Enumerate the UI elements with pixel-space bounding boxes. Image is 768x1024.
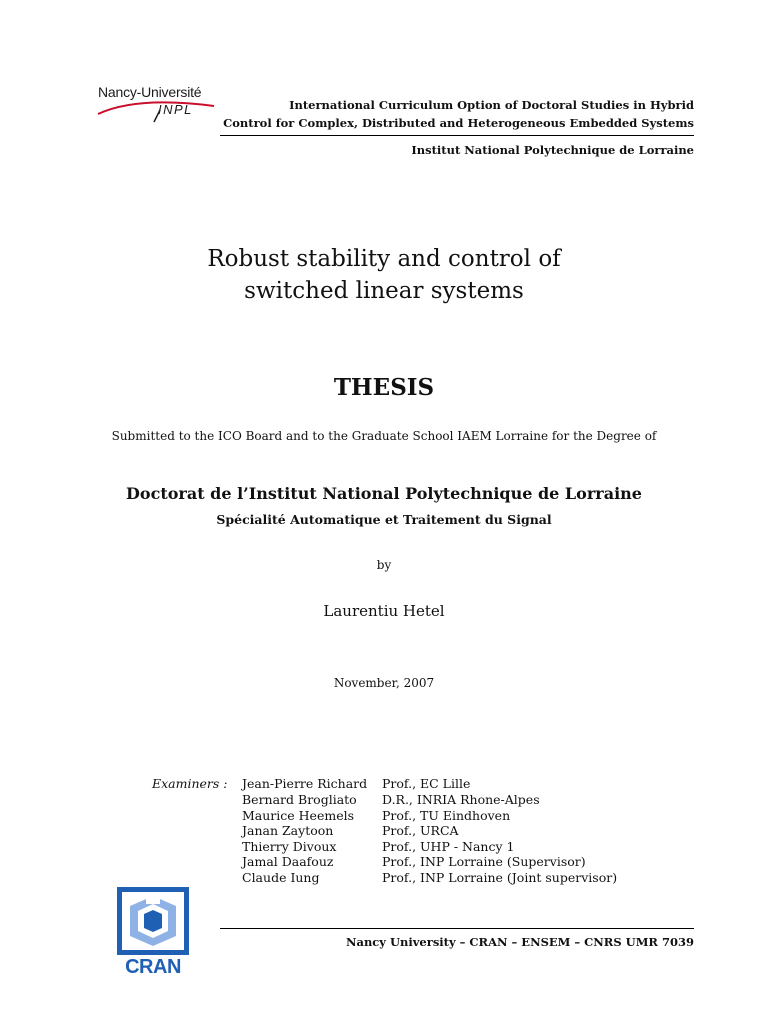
footer-affiliation-text: Nancy University – CRAN – ENSEM – CNRS UMR 7039: [345, 935, 694, 949]
examiners-label: Examiners :: [152, 776, 228, 791]
degree-title: Doctorat de l’Institut National Polytechnique de Lorraine: [126, 484, 642, 503]
examiner-row: [242, 870, 617, 886]
examiner-name: Maurice Heemels: [242, 808, 355, 823]
examiner-affiliation: Prof., URCA: [382, 823, 459, 838]
date-text: November, 2007: [333, 676, 435, 690]
examiner-row: [242, 776, 470, 792]
examiner-name: Bernard Brogliato: [242, 792, 357, 807]
examiner-row: [242, 808, 510, 824]
author-name: Laurentiu Hetel: [323, 602, 445, 620]
cran-logo-text: CRAN: [125, 956, 181, 978]
examiner-name: Claude Iung: [242, 870, 320, 885]
examiner-row: [242, 839, 514, 855]
examiner-row: [242, 792, 540, 808]
examiner-affiliation: Prof., EC Lille: [382, 776, 471, 791]
header-institute: Institut National Polytechnique de Lorraine: [411, 143, 694, 157]
footer-divider: [220, 928, 694, 929]
by-label: by: [376, 558, 392, 572]
thesis-title-line-1: Robust stability and control of: [207, 246, 561, 272]
examiner-name: Jamal Daafouz: [242, 854, 334, 869]
submitted-to-text: Submitted to the ICO Board and to the Graduate School IAEM Lorraine for the Degree of: [111, 429, 657, 443]
examiner-affiliation: Prof., TU Eindhoven: [382, 808, 511, 823]
examiner-affiliation: Prof., INP Lorraine (Joint supervisor): [382, 870, 618, 885]
examiner-affiliation: Prof., INP Lorraine (Supervisor): [382, 854, 586, 869]
header-line-2: Control for Complex, Distributed and Heterogeneous Embedded Systems: [223, 116, 694, 130]
examiner-name: Janan Zaytoon: [242, 823, 334, 838]
cran-logo: [116, 886, 190, 982]
header-divider: [220, 135, 694, 136]
nancy-universite-logo: [96, 84, 220, 128]
examiner-row: [242, 823, 459, 839]
speciality-text: Spécialité Automatique et Traitement du Signal: [216, 512, 552, 527]
examiner-row: [242, 854, 586, 870]
header-line-1: International Curriculum Option of Doctoral Studies in Hybrid: [289, 98, 694, 112]
logo-university-text: Nancy-Université: [98, 84, 202, 100]
doc-type-heading: THESIS: [333, 374, 435, 401]
thesis-title-line-2: switched linear systems: [244, 278, 524, 304]
examiner-affiliation: D.R., INRIA Rhone-Alpes: [382, 792, 540, 807]
logo-inpl-text: INPL: [158, 102, 193, 117]
examiner-name: Thierry Divoux: [242, 839, 337, 854]
examiner-affiliation: Prof., UHP - Nancy 1: [382, 839, 515, 854]
examiner-name: Jean-Pierre Richard: [242, 776, 368, 791]
